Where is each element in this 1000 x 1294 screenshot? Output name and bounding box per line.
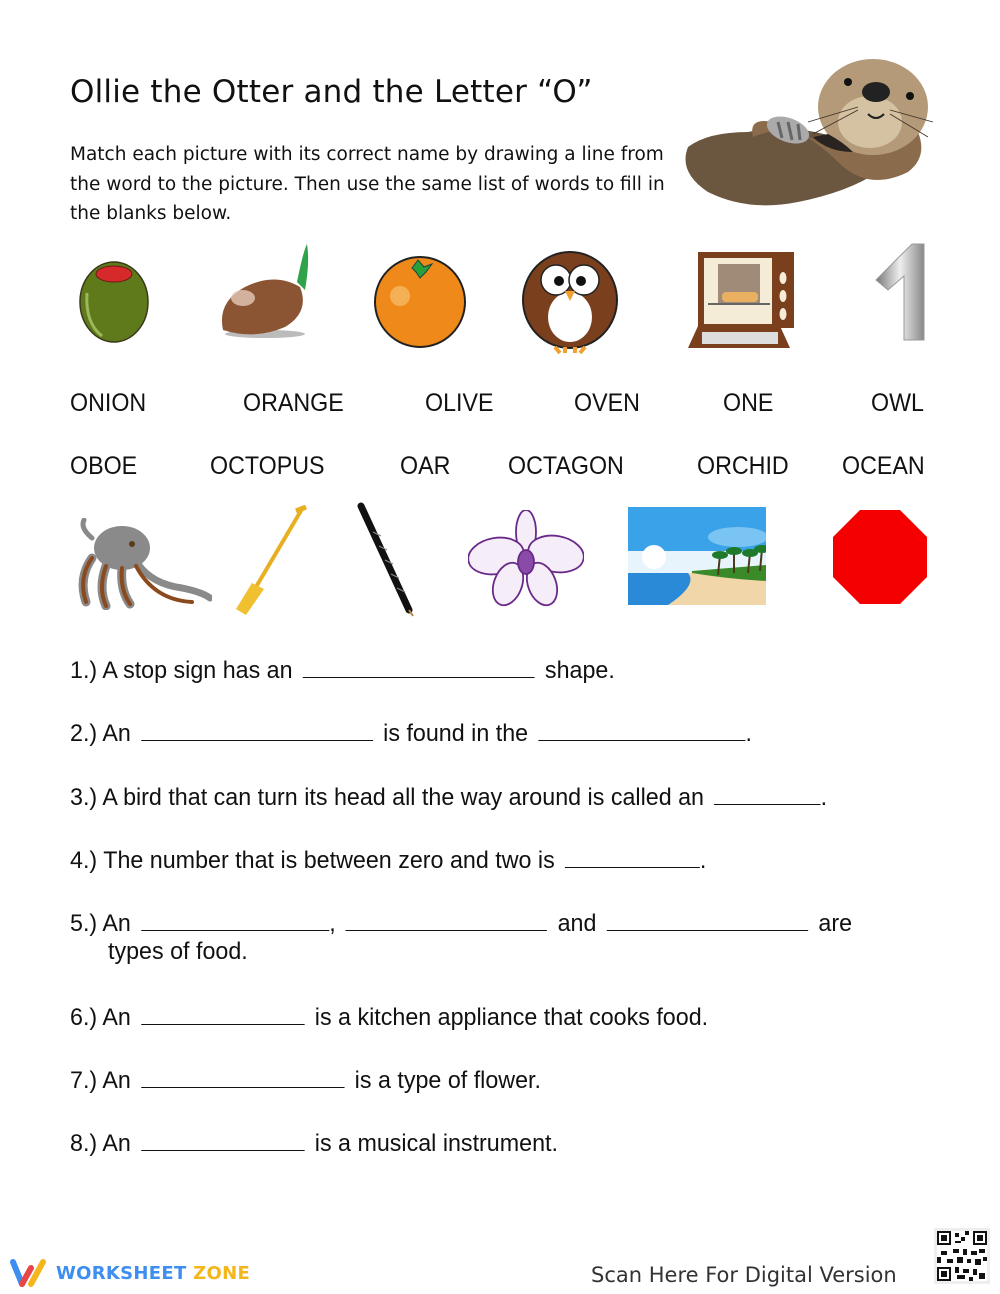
- scan-instruction: Scan Here For Digital Version: [591, 1263, 897, 1287]
- answer-blank-6[interactable]: [141, 1003, 304, 1025]
- question-4: 4.) The number that is between zero and two is .: [70, 847, 707, 874]
- word-onion: ONION: [70, 389, 147, 417]
- brand-name: WORKSHEET ZONE: [56, 1262, 251, 1284]
- oar-icon: [234, 505, 314, 617]
- oboe-icon: [355, 502, 419, 617]
- question-8: 8.) An is a musical instrument.: [70, 1130, 558, 1157]
- word-octagon: OCTAGON: [508, 452, 624, 480]
- worksheet-title: Ollie the Otter and the Letter “O”: [70, 74, 593, 110]
- question-7: 7.) An is a type of flower.: [70, 1067, 541, 1094]
- word-olive: OLIVE: [425, 389, 494, 417]
- word-one: ONE: [723, 389, 774, 417]
- answer-blank-5b[interactable]: [346, 909, 547, 931]
- olive-icon: [77, 258, 151, 343]
- word-oven: OVEN: [574, 389, 640, 417]
- question-6: 6.) An is a kitchen appliance that cooks food.: [70, 1004, 709, 1031]
- answer-blank-4[interactable]: [565, 846, 700, 868]
- word-orchid: ORCHID: [697, 452, 789, 480]
- word-orange: ORANGE: [243, 389, 344, 417]
- answer-blank-1[interactable]: [303, 656, 535, 678]
- qr-code-icon[interactable]: [934, 1228, 990, 1284]
- word-ocean: OCEAN: [842, 452, 925, 480]
- word-octopus: OCTOPUS: [210, 452, 325, 480]
- answer-blank-5c[interactable]: [607, 909, 808, 931]
- word-oar: OAR: [400, 452, 451, 480]
- onion-icon: [215, 242, 315, 342]
- word-owl: OWL: [871, 389, 924, 417]
- worksheet-zone-logo[interactable]: [8, 1258, 250, 1288]
- answer-blank-5a[interactable]: [141, 909, 329, 931]
- answer-blank-8[interactable]: [141, 1129, 304, 1151]
- owl-icon: [520, 245, 620, 355]
- octopus-icon: [72, 518, 212, 610]
- question-5: 5.) An , and are types of food.: [70, 910, 853, 965]
- answer-blank-3[interactable]: [714, 783, 820, 805]
- orange-icon: [372, 254, 468, 348]
- number-one-icon: [870, 240, 930, 342]
- worksheet-zone-w-icon: [8, 1258, 48, 1288]
- otter-illustration-icon: [678, 52, 938, 222]
- answer-blank-2b[interactable]: [538, 719, 745, 741]
- octagon-icon: [832, 508, 928, 606]
- question-2: 2.) An is found in the .: [70, 720, 752, 747]
- oven-icon: [686, 250, 796, 350]
- question-3: 3.) A bird that can turn its head all the way around is called an .: [70, 784, 828, 811]
- ocean-icon: [628, 507, 766, 605]
- word-oboe: OBOE: [70, 452, 138, 480]
- instructions: Match each picture with its correct name by drawing a line from the word to the picture. Then use the same list of words to fill in the blanks below.: [70, 144, 665, 224]
- answer-blank-7[interactable]: [141, 1066, 344, 1088]
- question-1: 1.) A stop sign has an shape.: [70, 657, 615, 684]
- question-5-continuation: types of food.: [108, 938, 248, 965]
- answer-blank-2a[interactable]: [141, 719, 373, 741]
- orchid-icon: [468, 510, 584, 608]
